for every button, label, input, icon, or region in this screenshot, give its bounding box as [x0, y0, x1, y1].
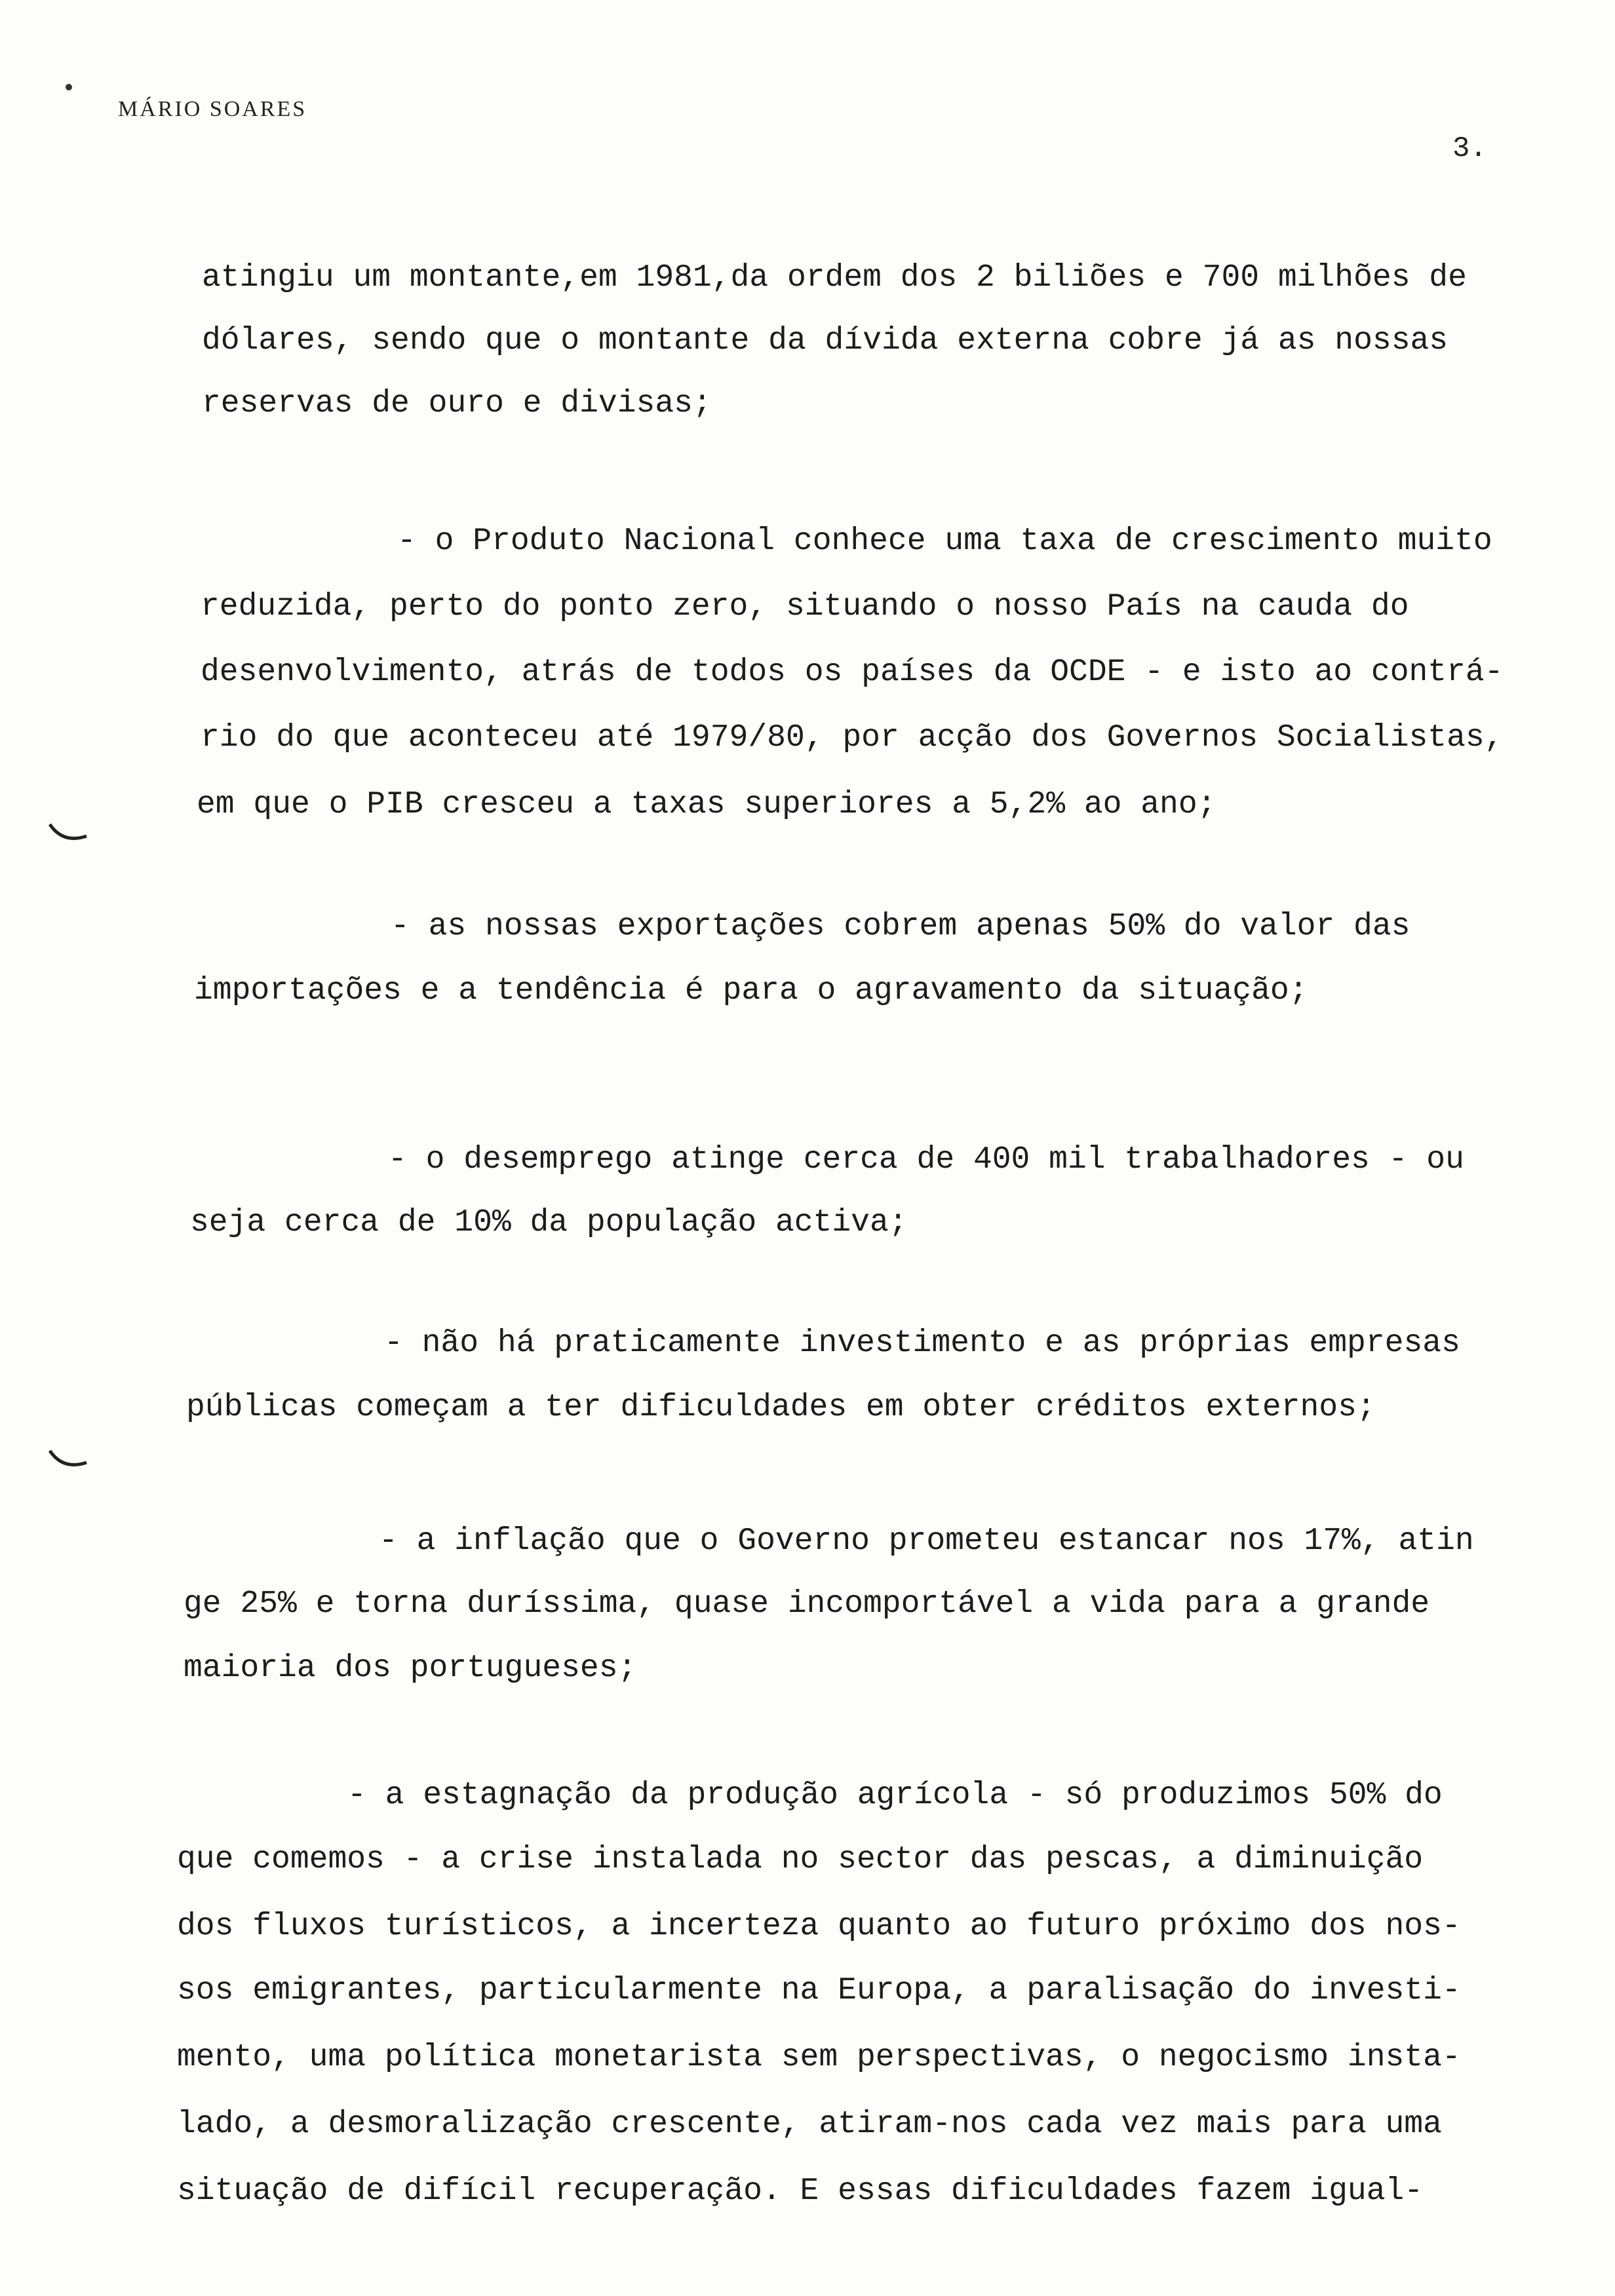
- margin-dot-mark: [66, 84, 72, 90]
- text-line: - as nossas exportações cobrem apenas 50% do valor das: [391, 909, 1411, 944]
- text-line: - o Produto Nacional conhece uma taxa de crescimento muito: [397, 524, 1492, 559]
- text-line: dólares, sendo que o montante da dívida externa cobre já as nossas: [202, 323, 1449, 358]
- page-number: 3.: [1452, 132, 1487, 165]
- text-line: lado, a desmoralização crescente, atiram-nos cada vez mais para uma: [177, 2107, 1442, 2142]
- text-line: públicas começam a ter dificuldades em obter créditos externos;: [186, 1390, 1376, 1425]
- margin-bracket-mark: [47, 1448, 89, 1470]
- text-line: - a inflação que o Governo prometeu estancar nos 17%, atin: [379, 1523, 1474, 1559]
- text-line: maioria dos portugueses;: [184, 1651, 637, 1686]
- text-line: em que o PIB cresceu a taxas superiores a 5,2% ao ano;: [197, 787, 1216, 822]
- text-line: situação de difícil recuperação. E essas dificuldades fazem igual-: [177, 2173, 1424, 2209]
- text-line: sos emigrantes, particularmente na Europa, a paralisação do investi-: [177, 1973, 1461, 2008]
- text-line: que comemos - a crise instalada no sector das pescas, a diminuição: [177, 1842, 1424, 1877]
- text-line: reservas de ouro e divisas;: [202, 386, 712, 421]
- text-line: atingiu um montante,em 1981,da ordem dos 2 biliões e 700 milhões de: [202, 260, 1467, 296]
- author-header: MÁRIO SOARES: [118, 97, 307, 121]
- text-line: ge 25% e torna duríssima, quase incomportável a vida para a grande: [184, 1586, 1430, 1622]
- text-line: - o desemprego atinge cerca de 400 mil trabalhadores - ou: [388, 1142, 1464, 1177]
- text-line: rio do que aconteceu até 1979/80, por acção dos Governos Socialistas,: [201, 720, 1504, 756]
- text-line: dos fluxos turísticos, a incerteza quanto ao futuro próximo dos nos-: [177, 1909, 1461, 1944]
- text-line: seja cerca de 10% da população activa;: [190, 1205, 908, 1240]
- text-line: importações e a tendência é para o agravamento da situação;: [194, 973, 1308, 1008]
- text-line: mento, uma política monetarista sem perspectivas, o negocismo insta-: [177, 2040, 1461, 2075]
- text-line: - a estagnação da produção agrícola - só produzimos 50% do: [347, 1778, 1443, 1813]
- text-line: reduzida, perto do ponto zero, situando o nosso País na cauda do: [201, 589, 1409, 624]
- text-line: desenvolvimento, atrás de todos os países da OCDE - e isto ao contrá-: [201, 655, 1504, 690]
- text-line: - não há praticamente investimento e as próprias empresas: [384, 1326, 1460, 1361]
- margin-bracket-mark: [47, 822, 89, 844]
